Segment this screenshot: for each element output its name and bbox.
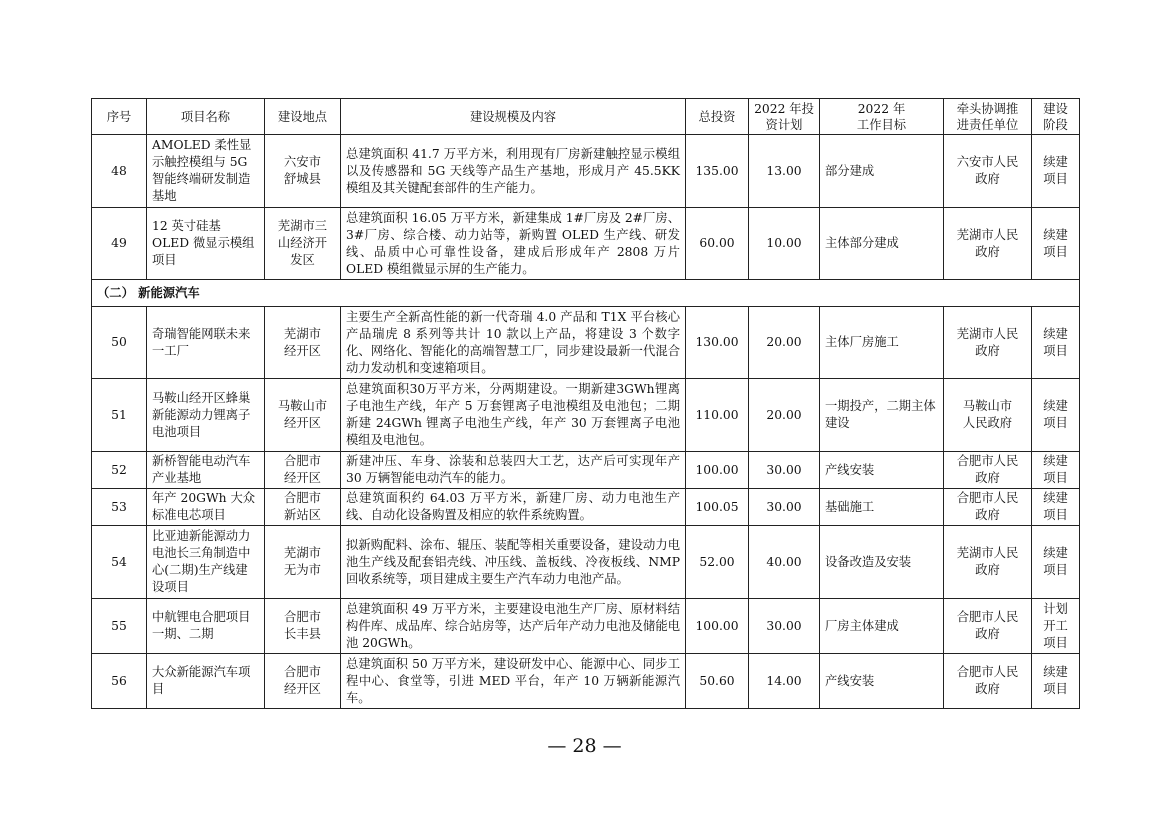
- project-location: 芜湖市 经开区: [265, 307, 341, 379]
- plan-2022: 14.00: [749, 654, 820, 709]
- total-investment: 110.00: [686, 379, 749, 452]
- project-location: 合肥市 经开区: [265, 452, 341, 489]
- row-number: 55: [92, 599, 147, 654]
- goal-2022: 部分建成: [820, 135, 944, 208]
- project-name: AMOLED 柔性显示触控模组与 5G 智能终端研发制造基地: [147, 135, 265, 208]
- column-header: 牵头协调推 进责任单位: [944, 99, 1032, 135]
- plan-2022: 13.00: [749, 135, 820, 208]
- project-content: 总建筑面积 41.7 万平方米，利用现有厂房新建触控显示模组以及传感器和 5G 天线等产品生产基地，形成月产 45.5KK 模组及其关键配套部件的生产能力。: [341, 135, 686, 208]
- table-row: [92, 307, 1080, 379]
- project-name: 12 英寸硅基 OLED 微显示模组项目: [147, 208, 265, 280]
- column-header: 序号: [92, 99, 147, 135]
- project-location: 合肥市 新站区: [265, 489, 341, 526]
- project-name: 新桥智能电动汽车产业基地: [147, 452, 265, 489]
- project-name: 中航锂电合肥项目一期、二期: [147, 599, 265, 654]
- table-row: [92, 208, 1080, 280]
- plan-2022: 30.00: [749, 599, 820, 654]
- construction-stage: 续建 项目: [1032, 526, 1080, 599]
- project-location: 芜湖市 无为市: [265, 526, 341, 599]
- column-header: 建设规模及内容: [341, 99, 686, 135]
- row-number: 50: [92, 307, 147, 379]
- row-number: 48: [92, 135, 147, 208]
- column-header: 总投资: [686, 99, 749, 135]
- row-number: 52: [92, 452, 147, 489]
- project-name: 马鞍山经开区蜂巢新能源动力锂离子电池项目: [147, 379, 265, 452]
- project-location: 合肥市 长丰县: [265, 599, 341, 654]
- goal-2022: 设备改造及安装: [820, 526, 944, 599]
- project-location: 芜湖市三 山经济开 发区: [265, 208, 341, 280]
- total-investment: 100.00: [686, 599, 749, 654]
- project-location: 马鞍山市 经开区: [265, 379, 341, 452]
- section-row: [92, 280, 1080, 307]
- project-content: 总建筑面积约 64.03 万平方米，新建厂房、动力电池生产线、自动化设备购置及相应的软件系统购置。: [341, 489, 686, 526]
- project-content: 总建筑面积30万平方米，分两期建设。一期新建3GWh锂离子电池生产线，年产 5 万套锂离子电池模组及电池包；二期新建 24GWh 锂离子电池生产线，年产 30 万套锂离子电池模组及电池包。: [341, 379, 686, 452]
- responsible-unit: 芜湖市人民 政府: [944, 526, 1032, 599]
- construction-stage: 计划 开工 项目: [1032, 599, 1080, 654]
- column-header: 2022 年 工作目标: [820, 99, 944, 135]
- total-investment: 100.05: [686, 489, 749, 526]
- table-row: [92, 489, 1080, 526]
- goal-2022: 产线安装: [820, 452, 944, 489]
- goal-2022: 基础施工: [820, 489, 944, 526]
- project-content: 主要生产全新高性能的新一代奇瑞 4.0 产品和 T1X 平台核心产品瑞虎 8 系列等共计 10 款以上产品，将建设 3 个数字化、网络化、智能化的高端智慧工厂，同步建设最新一代混合动力发动机和变速箱项目。: [341, 307, 686, 379]
- total-investment: 135.00: [686, 135, 749, 208]
- column-header: 项目名称: [147, 99, 265, 135]
- construction-stage: 续建 项目: [1032, 379, 1080, 452]
- plan-2022: 20.00: [749, 307, 820, 379]
- table-row: [92, 654, 1080, 709]
- plan-2022: 30.00: [749, 452, 820, 489]
- project-location: 合肥市 经开区: [265, 654, 341, 709]
- project-content: 新建冲压、车身、涂装和总装四大工艺，达产后可实现年产 30 万辆智能电动汽车的能力。: [341, 452, 686, 489]
- table-row: [92, 599, 1080, 654]
- responsible-unit: 六安市人民 政府: [944, 135, 1032, 208]
- table-row: [92, 452, 1080, 489]
- construction-stage: 续建 项目: [1032, 654, 1080, 709]
- page-number: — 28 —: [547, 735, 622, 757]
- row-number: 53: [92, 489, 147, 526]
- project-location: 六安市 舒城县: [265, 135, 341, 208]
- responsible-unit: 合肥市人民 政府: [944, 489, 1032, 526]
- project-table: [91, 98, 1080, 709]
- table-row: [92, 526, 1080, 599]
- responsible-unit: 芜湖市人民 政府: [944, 208, 1032, 280]
- responsible-unit: 合肥市人民 政府: [944, 654, 1032, 709]
- goal-2022: 一期投产，二期主体建设: [820, 379, 944, 452]
- construction-stage: 续建 项目: [1032, 452, 1080, 489]
- construction-stage: 续建 项目: [1032, 307, 1080, 379]
- project-name: 大众新能源汽车项目: [147, 654, 265, 709]
- row-number: 49: [92, 208, 147, 280]
- responsible-unit: 合肥市人民 政府: [944, 599, 1032, 654]
- total-investment: 130.00: [686, 307, 749, 379]
- responsible-unit: 马鞍山市 人民政府: [944, 379, 1032, 452]
- total-investment: 100.00: [686, 452, 749, 489]
- goal-2022: 主体部分建成: [820, 208, 944, 280]
- row-number: 54: [92, 526, 147, 599]
- project-content: 总建筑面积 50 万平方米，建设研发中心、能源中心、同步工程中心、食堂等，引进 MED 平台，年产 10 万辆新能源汽车。: [341, 654, 686, 709]
- column-header: 建设 阶段: [1032, 99, 1080, 135]
- total-investment: 50.60: [686, 654, 749, 709]
- plan-2022: 10.00: [749, 208, 820, 280]
- plan-2022: 30.00: [749, 489, 820, 526]
- project-name: 比亚迪新能源动力电池长三角制造中心(二期)生产线建设项目: [147, 526, 265, 599]
- goal-2022: 厂房主体建成: [820, 599, 944, 654]
- plan-2022: 40.00: [749, 526, 820, 599]
- responsible-unit: 合肥市人民 政府: [944, 452, 1032, 489]
- project-content: 拟新购配料、涂布、辊压、装配等相关重要设备，建设动力电池生产线及配套铝壳线、冲压线、盖板线、冷夜板线、NMP 回收系统等，项目建成主要生产汽车动力电池产品。: [341, 526, 686, 599]
- project-name: 奇瑞智能网联未来一工厂: [147, 307, 265, 379]
- row-number: 56: [92, 654, 147, 709]
- table-row: [92, 379, 1080, 452]
- table-body: [92, 135, 1080, 709]
- project-name: 年产 20GWh 大众标准电芯项目: [147, 489, 265, 526]
- column-header: 2022 年投 资计划: [749, 99, 820, 135]
- project-content: 总建筑面积 16.05 万平方米，新建集成 1#厂房及 2#厂房、3#厂房、综合楼、动力站等，新购置 OLED 生产线、研发线、品质中心可靠性设备，建成后形成年产 2808 万片 OLED 模组微显示屏的生产能力。: [341, 208, 686, 280]
- table-row: [92, 135, 1080, 208]
- construction-stage: 续建 项目: [1032, 489, 1080, 526]
- column-header: 建设地点: [265, 99, 341, 135]
- responsible-unit: 芜湖市人民 政府: [944, 307, 1032, 379]
- plan-2022: 20.00: [749, 379, 820, 452]
- table-header-row: [92, 99, 1080, 135]
- row-number: 51: [92, 379, 147, 452]
- total-investment: 60.00: [686, 208, 749, 280]
- goal-2022: 产线安装: [820, 654, 944, 709]
- total-investment: 52.00: [686, 526, 749, 599]
- project-content: 总建筑面积 49 万平方米，主要建设电池生产厂房、原材料结构件库、成品库、综合站房等，达产后年产动力电池及储能电池 20GWh。: [341, 599, 686, 654]
- section-label: （二） 新能源汽车: [92, 280, 1080, 307]
- goal-2022: 主体厂房施工: [820, 307, 944, 379]
- construction-stage: 续建 项目: [1032, 208, 1080, 280]
- construction-stage: 续建 项目: [1032, 135, 1080, 208]
